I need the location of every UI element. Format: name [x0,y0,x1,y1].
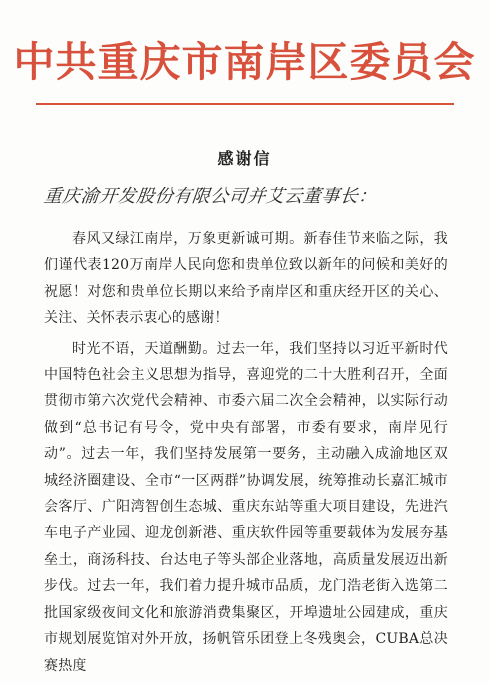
letterhead-org-name: 中共重庆市南岸区委员会 [13,38,476,86]
letterhead-divider [36,103,454,105]
letter-body [44,226,448,683]
letter-title: 感谢信 [217,149,272,168]
letter-paragraph: 春风又绿江南岸，万象更新诚可期。新春佳节来临之际，我们谨代表120万南岸人民向您和贵单位致以新年的问候和美好的祝愿！对您和贵单位长期以来给予南岸区和重庆经开区的关心、关注、关怀表示衷心的感谢！ [44,231,448,327]
letter-salutation: 重庆渝开发股份有限公司并艾云董事长： [42,186,378,207]
letter-paragraph: 时光不语，天道酬勤。过去一年，我们坚持以习近平新时代中国特色社会主义思想为指导，喜迎党的二十大胜利召开，全面贯彻市第六次党代会精神、市委六届二次全会精神，以实际行动做到“总书记有号令，党中央有部署，市委有要求，南岸见行动”。过去一年，我们坚持发展第一要务，主动融入成渝地区双城经济圈建设、全市“一区两群”协调发展，统筹推动长嘉汇城市会客厅、广阳湾智创生态城、重庆东站等重大项目建设，先进汽车电子产业园、迎龙创新港、重庆软件园等重要载体为发展夯基垒土，商汤科技、台达电子等头部企业落地，高质量发展迈出新步伐。过去一年，我们着力提升城市品质，龙门浩老街入选第二批国家级夜间文化和旅游消费集聚区，开埠遗址公园建成，重庆市规划展览馆对外开放，扬帆管乐团登上冬残奥会，CUBA总决赛热度 [44,340,448,674]
